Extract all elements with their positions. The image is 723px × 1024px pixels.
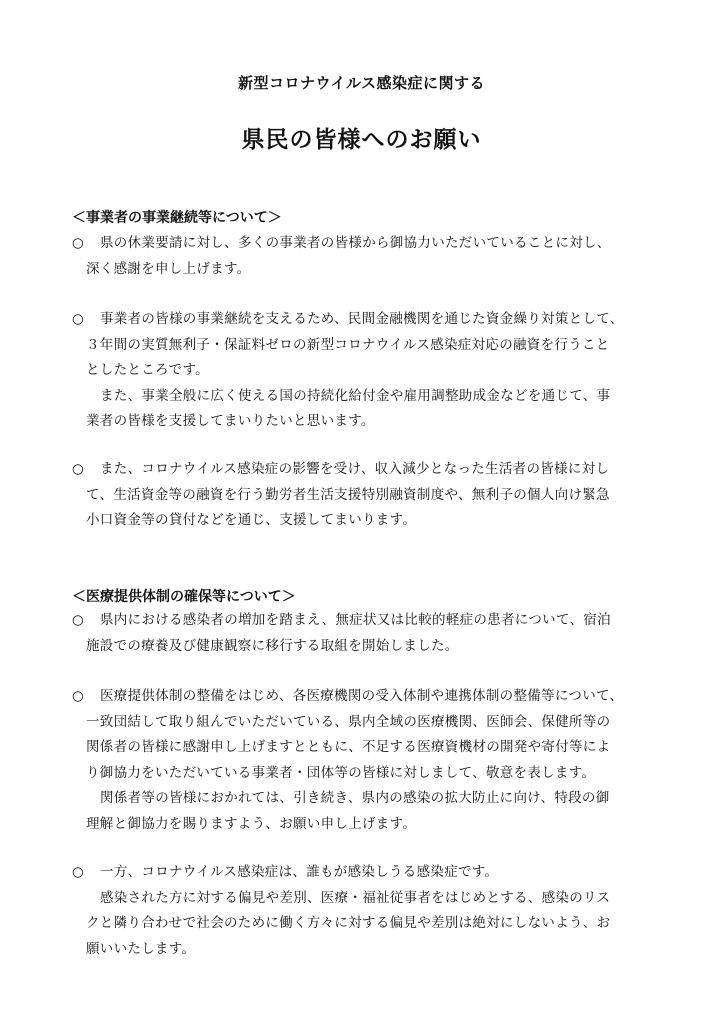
bullet-mark: ○	[72, 311, 85, 327]
text-line: また、コロナウイルス感染症の影響を受け、収入減少となった生活者の皆様に対し	[100, 461, 610, 477]
text-line: 願いいたします。	[86, 940, 196, 957]
text-line: 事業者の皆様の事業継続を支えるため、民間金融機関を通じた資金繰り対策として、	[100, 311, 624, 327]
bullet-mark: ○	[72, 461, 85, 477]
text-line: としたところです。	[86, 362, 209, 378]
text-line: 県の休業要請に対し、多くの事業者の皆様から御協力いただいていることに対し、	[100, 235, 611, 251]
text-line: 感染された方に対する偏見や差別、医療・福祉従事者をはじめとする、感染のリス	[100, 889, 611, 906]
text-line: クと隣り合わせで社会のために働く方々に対する偏見や差別は絶対にしないよう、お	[86, 915, 611, 931]
text-line: ３年間の実質無利子・保証料ゼロの新型コロナウイルス感染症対応の融資を行うこと	[86, 336, 610, 353]
paragraph	[72, 684, 662, 837]
text-line: 一致団結して取り組んでいただいている、県内全域の医療機関、医師会、保健所等の	[86, 713, 611, 730]
text-line: 県内における感染者の増加を踏まえ、無症状又は比較的軽症の患者について、宿泊	[100, 612, 611, 628]
text-line: 深く感謝を申し上げます。	[86, 260, 251, 277]
text-line: 業者の皆様を支援してまいりたいと思います。	[86, 413, 375, 429]
paragraph	[72, 457, 662, 534]
document-title: 県民の皆様へのお願い	[241, 127, 482, 153]
text-line: り御協力をいただいている事業者・団体等の皆様に対しまして、敬意を表します。	[86, 764, 596, 781]
paragraph	[72, 231, 662, 282]
text-line: て、生活資金等の融資を行う勤労者生活支援特別融資制度や、無利子の個人向け緊急	[86, 486, 610, 503]
document-subtitle: 新型コロナウイルス感染症に関する	[237, 74, 486, 92]
bullet-mark: ○	[72, 235, 85, 251]
paragraph	[72, 860, 662, 962]
text-line: また、事業全般に広く使える国の持続化給付金や雇用調整助成金などを通じて、事	[100, 387, 611, 404]
bullet-mark: ○	[72, 612, 85, 628]
section-heading-business: ＜事業者の事業継続等について＞	[72, 210, 282, 226]
text-line: 理解と御協力を賜りますよう、お願い申し上げます。	[86, 815, 417, 832]
text-line: 施設での療養及び健康観察に移行する取組を開始しました。	[86, 637, 459, 654]
paragraph	[72, 307, 662, 435]
bullet-mark: ○	[72, 864, 85, 880]
text-line: 関係者の皆様に感謝申し上げますとともに、不足する医療資機材の開発や寄付等によ	[86, 739, 611, 755]
section-heading-medical: ＜医療提供体制の確保等について＞	[72, 589, 296, 605]
text-line: 小口資金等の貸付などを通じ、支援してまいります。	[86, 512, 417, 528]
bullet-mark: ○	[72, 688, 85, 704]
text-line: 医療提供体制の整備をはじめ、各医療機関の受入体制や連携体制の整備等について、	[100, 688, 624, 704]
paragraph	[72, 608, 662, 659]
text-line: 関係者等の皆様におかれては、引き続き、県内の感染の拡大防止に向け、特段の御	[100, 790, 610, 806]
text-line: 一方、コロナウイルス感染症は、誰もが感染しうる感染症です。	[100, 864, 499, 880]
